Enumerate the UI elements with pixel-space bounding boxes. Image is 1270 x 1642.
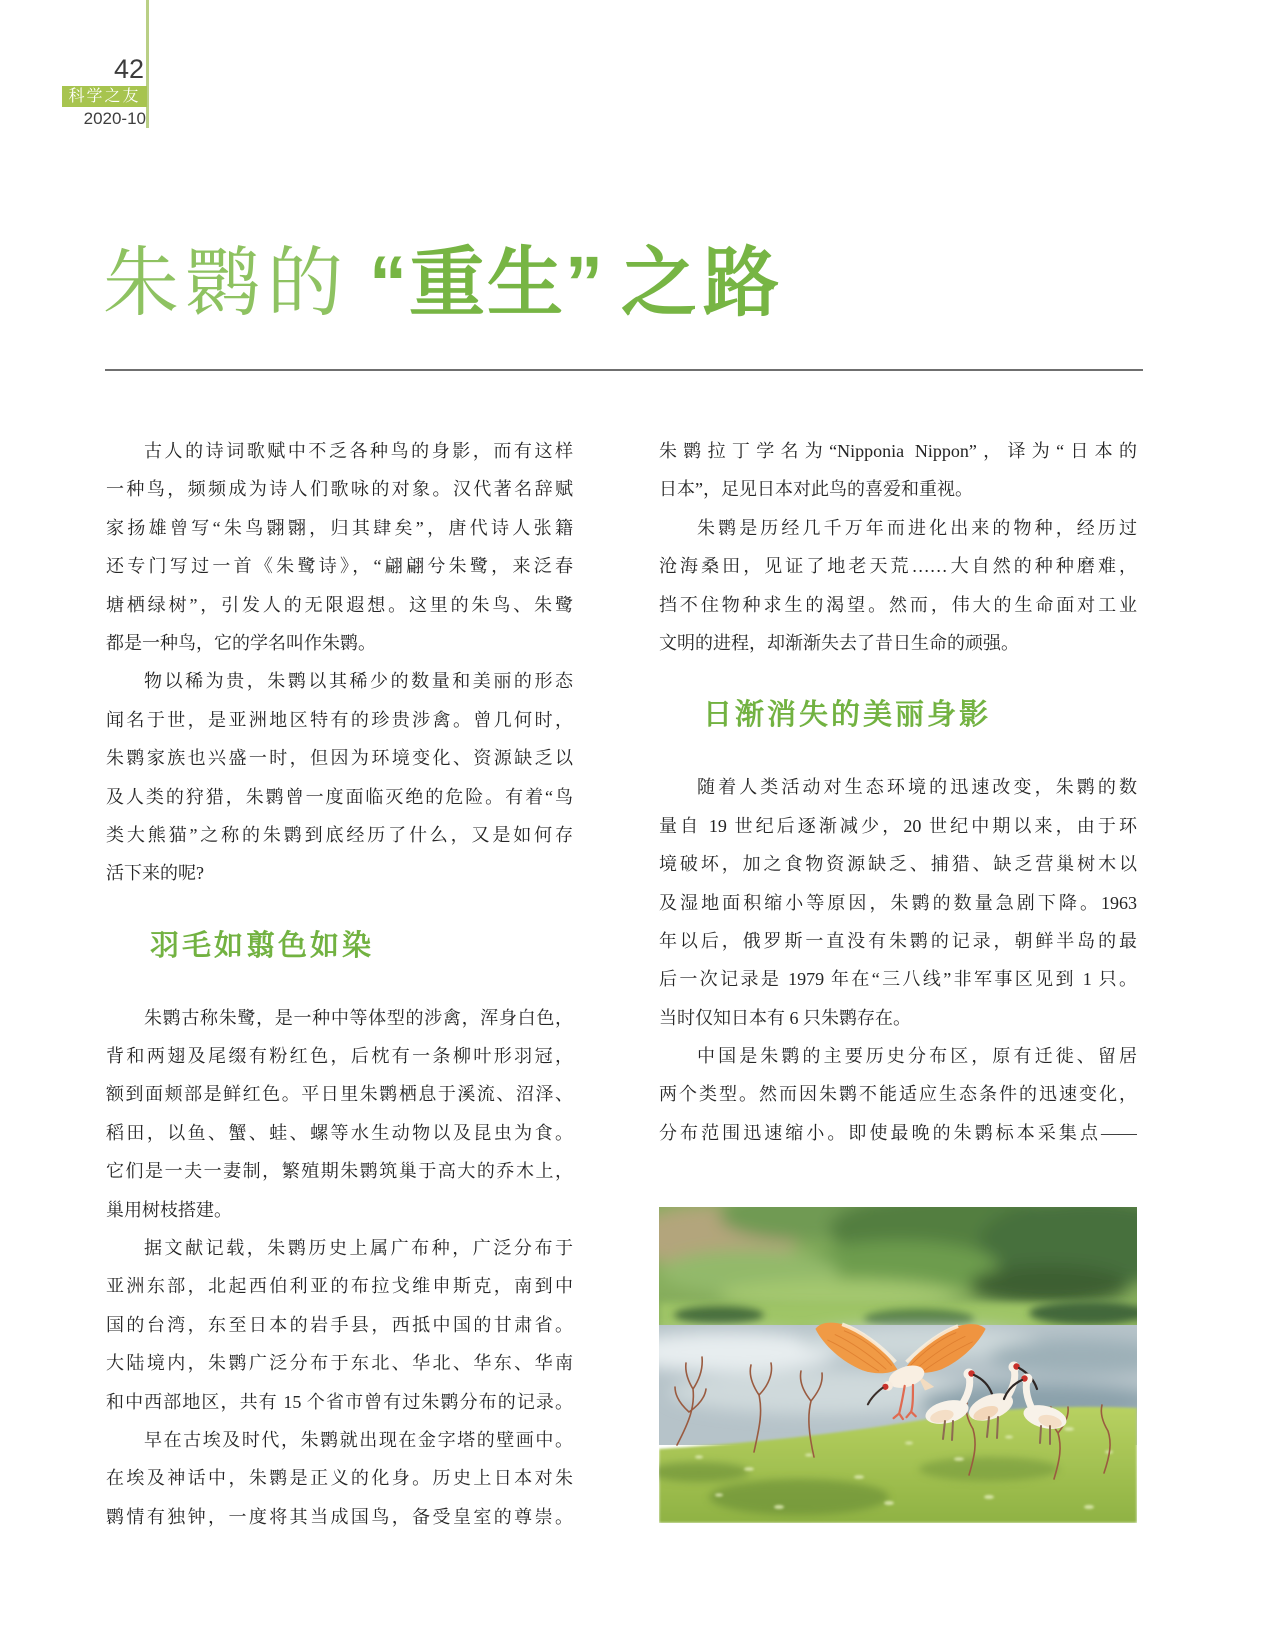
text-line: 一种鸟，频频成为诗人们歌咏的对象。汉代著名辞赋 — [106, 479, 573, 500]
text-line: 额到面颊部是鲜红色。平日里朱鹮栖息于溪流、沼泽、 — [106, 1084, 573, 1105]
right-column — [659, 432, 1137, 1152]
page-number: 42 — [113, 54, 144, 84]
text-line: 朱鹮拉丁学名为“Nipponia Nippon”，译为“日本的 — [659, 441, 1137, 461]
text-line: 年以后，俄罗斯一直没有朱鹮的记录，朝鲜半岛的最 — [659, 930, 1137, 951]
title-suffix: 之路 — [621, 241, 785, 326]
text-line: 后一次记录是 1979 年在“三八线”非军事区见到 1 只。 — [659, 969, 1137, 990]
text-line: 朱鹮是历经几千万年而进化出来的物种，经历过 — [697, 517, 1137, 538]
text-line: 塘栖绿树”，引发人的无限遐想。这里的朱鸟、朱鹭 — [106, 594, 573, 615]
text-line: 巢用树枝搭建。 — [106, 1199, 232, 1220]
left-column — [106, 432, 573, 1536]
text-line: 朱鹮古称朱鹭，是一种中等体型的涉禽，浑身白色， — [144, 1007, 573, 1028]
text-line: 大陆境内，朱鹮广泛分布于东北、华北、华东、华南 — [106, 1353, 573, 1374]
text-line: 还专门写过一首《朱鹭诗》，“翩翩兮朱鹭，来泛春 — [106, 556, 573, 577]
text-line: 国的台湾，东至日本的岩手县，西抵中国的甘肃省。 — [106, 1314, 573, 1335]
text-line: 它们是一夫一妻制，繁殖期朱鹮筑巢于高大的乔木上， — [106, 1161, 573, 1182]
text-line: 量自 19 世纪后逐渐减少，20 世纪中期以来，由于环 — [659, 815, 1137, 836]
title-quoted: “重生” — [369, 241, 605, 326]
text-line: 及人类的狩猎，朱鹮曾一度面临灭绝的危险。有着“鸟 — [106, 786, 573, 807]
text-line: 活下来的呢? — [106, 863, 204, 884]
text-line: 沧海桑田，见证了地老天荒……大自然的种种磨难， — [659, 556, 1137, 577]
text-line: 两个类型。然而因朱鹮不能适应生态条件的迅速变化， — [659, 1084, 1137, 1105]
text-line: 据文献记载，朱鹮历史上属广布种，广泛分布于 — [144, 1238, 573, 1259]
text-line: 分布范围迅速缩小。即使最晚的朱鹮标本采集点—— — [659, 1122, 1137, 1143]
text-line: 亚洲东部，北起西伯利亚的布拉戈维申斯克，南到中 — [106, 1276, 573, 1297]
magazine-name-badge: 科学之友 — [62, 86, 147, 107]
title-divider-rule — [105, 369, 1143, 371]
section-heading: 日渐消失的美丽身影 — [703, 699, 992, 732]
text-line: 类大熊猫”之称的朱鹮到底经历了什么，又是如何存 — [106, 824, 573, 845]
text-line: 中国是朱鹮的主要历史分布区，原有迁徙、留居 — [697, 1046, 1137, 1067]
article-title — [103, 241, 785, 326]
issue-date: 2020-10 — [83, 109, 146, 128]
text-line: 都是一种鸟，它的学名叫作朱鹮。 — [106, 632, 376, 653]
header-vertical-line — [146, 0, 149, 128]
article-photo — [659, 1207, 1137, 1523]
text-line: 朱鹮家族也兴盛一时，但因为环境变化、资源缺乏以 — [106, 748, 573, 769]
text-line: 在埃及神话中，朱鹮是正义的化身。历史上日本对朱 — [106, 1468, 573, 1489]
text-line: 随着人类活动对生态环境的迅速改变，朱鹮的数 — [697, 777, 1137, 798]
text-line: 古人的诗词歌赋中不乏各种鸟的身影，而有这样 — [144, 441, 573, 461]
text-line: 文明的进程，却渐渐失去了昔日生命的顽强。 — [659, 632, 1019, 653]
text-line: 境破坏，加之食物资源缺乏、捕猎、缺乏营巢树木以 — [659, 854, 1137, 875]
text-line: 日本”，足见日本对此鸟的喜爱和重视。 — [659, 479, 973, 500]
text-line: 背和两翅及尾缀有粉红色，后枕有一条柳叶形羽冠， — [106, 1046, 573, 1067]
text-line: 闻名于世，是亚洲地区特有的珍贵涉禽。曾几何时， — [106, 709, 573, 730]
text-line: 家扬雄曾写“朱鸟翾翾，归其肆矣”，唐代诗人张籍 — [106, 517, 573, 538]
text-line: 和中西部地区，共有 15 个省市曾有过朱鹮分布的记录。 — [106, 1391, 573, 1412]
text-line: 挡不住物种求生的渴望。然而，伟大的生命面对工业 — [659, 594, 1137, 615]
text-line: 早在古埃及时代，朱鹮就出现在金字塔的壁画中。 — [144, 1429, 573, 1450]
text-line: 物以稀为贵，朱鹮以其稀少的数量和美丽的形态 — [144, 671, 573, 692]
text-line: 及湿地面积缩小等原因，朱鹮的数量急剧下降。1963 — [659, 892, 1137, 913]
section-heading: 羽毛如翦色如染 — [150, 929, 375, 962]
text-line: 稻田，以鱼、蟹、蛙、螺等水生动物以及昆虫为食。 — [106, 1122, 573, 1143]
text-line: 当时仅知日本有 6 只朱鹮存在。 — [659, 1007, 911, 1028]
text-line: 鹮情有独钟，一度将其当成国鸟，备受皇室的尊崇。 — [106, 1506, 573, 1527]
title-prefix: 朱鹮的 — [103, 241, 349, 326]
ibis-photo-illustration — [659, 1207, 1137, 1523]
